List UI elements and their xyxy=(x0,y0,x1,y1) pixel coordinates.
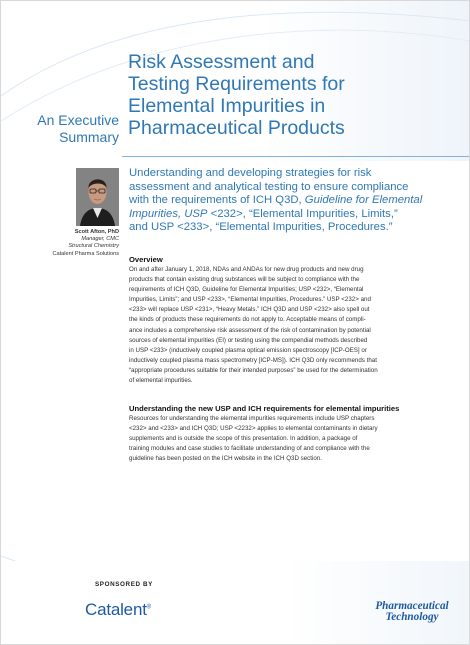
title-line: Testing Requirements for xyxy=(128,73,345,95)
document-title xyxy=(128,51,458,139)
label-line: Summary xyxy=(59,129,119,145)
section-heading: Understanding the new USP and ICH requirements for elemental impurities xyxy=(129,404,400,413)
executive-summary-label xyxy=(21,112,119,146)
section-body xyxy=(129,414,447,464)
overview-heading: Overview xyxy=(129,255,163,264)
intro-emphasis: Impurities, USP xyxy=(129,207,208,220)
body-line: <233> will replace USP <231>, “Heavy Metals.” ICH Q3D and USP <232> also spell out xyxy=(129,306,370,314)
intro-line xyxy=(129,208,459,222)
author-credit xyxy=(21,229,119,258)
body-line: supplements and is outside the scope of this presentation. In addition, a package of xyxy=(129,435,358,443)
body-line: the kinds of products these requirements do not apply to. Acceptable means of compli- xyxy=(129,316,366,324)
overview-body xyxy=(129,265,447,386)
title-line: Pharmaceutical Products xyxy=(128,117,345,139)
pharmaceutical-technology-logo xyxy=(367,601,457,623)
intro-line xyxy=(129,194,459,208)
intro-text: <232>, “Elemental Impurities, Limits,” xyxy=(207,207,398,220)
body-line: inductively coupled plasma mass spectrometry [ICP-MS]). ICH Q3D only recommends that xyxy=(129,356,377,364)
label-line: An Executive xyxy=(37,112,119,128)
header-divider xyxy=(122,156,470,157)
title-line: Risk Assessment and xyxy=(128,51,315,73)
intro-line: Understanding and developing strategies for risk xyxy=(129,167,372,179)
catalent-logo-text: Catalent xyxy=(85,600,147,619)
body-line: requirements of ICH Q3D, Guideline for Elemental Impurities; USP <232>, “Elemental xyxy=(129,286,364,294)
body-line: products that contain existing drug substances will be subject to compliance with the xyxy=(129,276,360,284)
body-line: <232> and <233> and ICH Q3D; USP <2232> applies to elemental contaminants in dietary xyxy=(129,425,378,433)
body-line: sources of elemental impurities (EI) or testing using the compendial methods described xyxy=(129,336,368,344)
sponsored-by-label: SPONSORED BY xyxy=(95,581,153,588)
intro-line: and USP <233>, “Elemental Impurities, Procedures.” xyxy=(129,221,393,233)
body-line: Resources for understanding the elemental impurities requirements include USP chapters xyxy=(129,415,375,422)
body-line: in USP <233> (inductively coupled plasma optical emission spectroscopy [ICP-OES] or xyxy=(129,346,367,354)
catalent-logo xyxy=(85,600,151,620)
publisher-line: Pharmaceutical xyxy=(375,600,449,612)
author-role: Manager, CMC xyxy=(81,236,119,243)
body-line: Impurities, Limits”; and USP <233>, “Elemental Impurities, Procedures.” USP <232> and xyxy=(129,296,371,304)
author-photo xyxy=(76,168,119,226)
body-line: guideline has been posted on the ICH website in the ICH Q3D section. xyxy=(129,455,322,463)
intro-line: assessment and analytical testing to ensure compliance xyxy=(129,180,409,193)
author-name: Scott Afton, PhD xyxy=(74,229,119,235)
body-line: training modules and case studies to facilitate understanding of and compliance with the xyxy=(129,445,370,453)
intro-emphasis: Guideline for Elemental xyxy=(304,194,423,206)
registered-mark: ® xyxy=(146,604,151,611)
author-company: Catalent Pharma Solutions xyxy=(52,250,119,257)
body-line: ance includes a comprehensive risk assessment of the risk of contamination by potential xyxy=(129,326,371,334)
publisher-line: Technology xyxy=(385,611,439,623)
body-line: On and after January 1, 2018, NDAs and ANDAs for new drug products and new drug xyxy=(129,266,364,273)
body-line: of elemental impurities. xyxy=(129,377,193,385)
author-department: Structural Chemistry xyxy=(68,243,119,250)
intro-paragraph xyxy=(129,167,459,235)
body-line: “appropriate procedures suitable for their intended purposes” be used for the determination xyxy=(129,366,378,374)
intro-text: with the requirements of ICH Q3D, xyxy=(129,194,305,206)
title-line: Elemental Impurities in xyxy=(128,95,326,117)
